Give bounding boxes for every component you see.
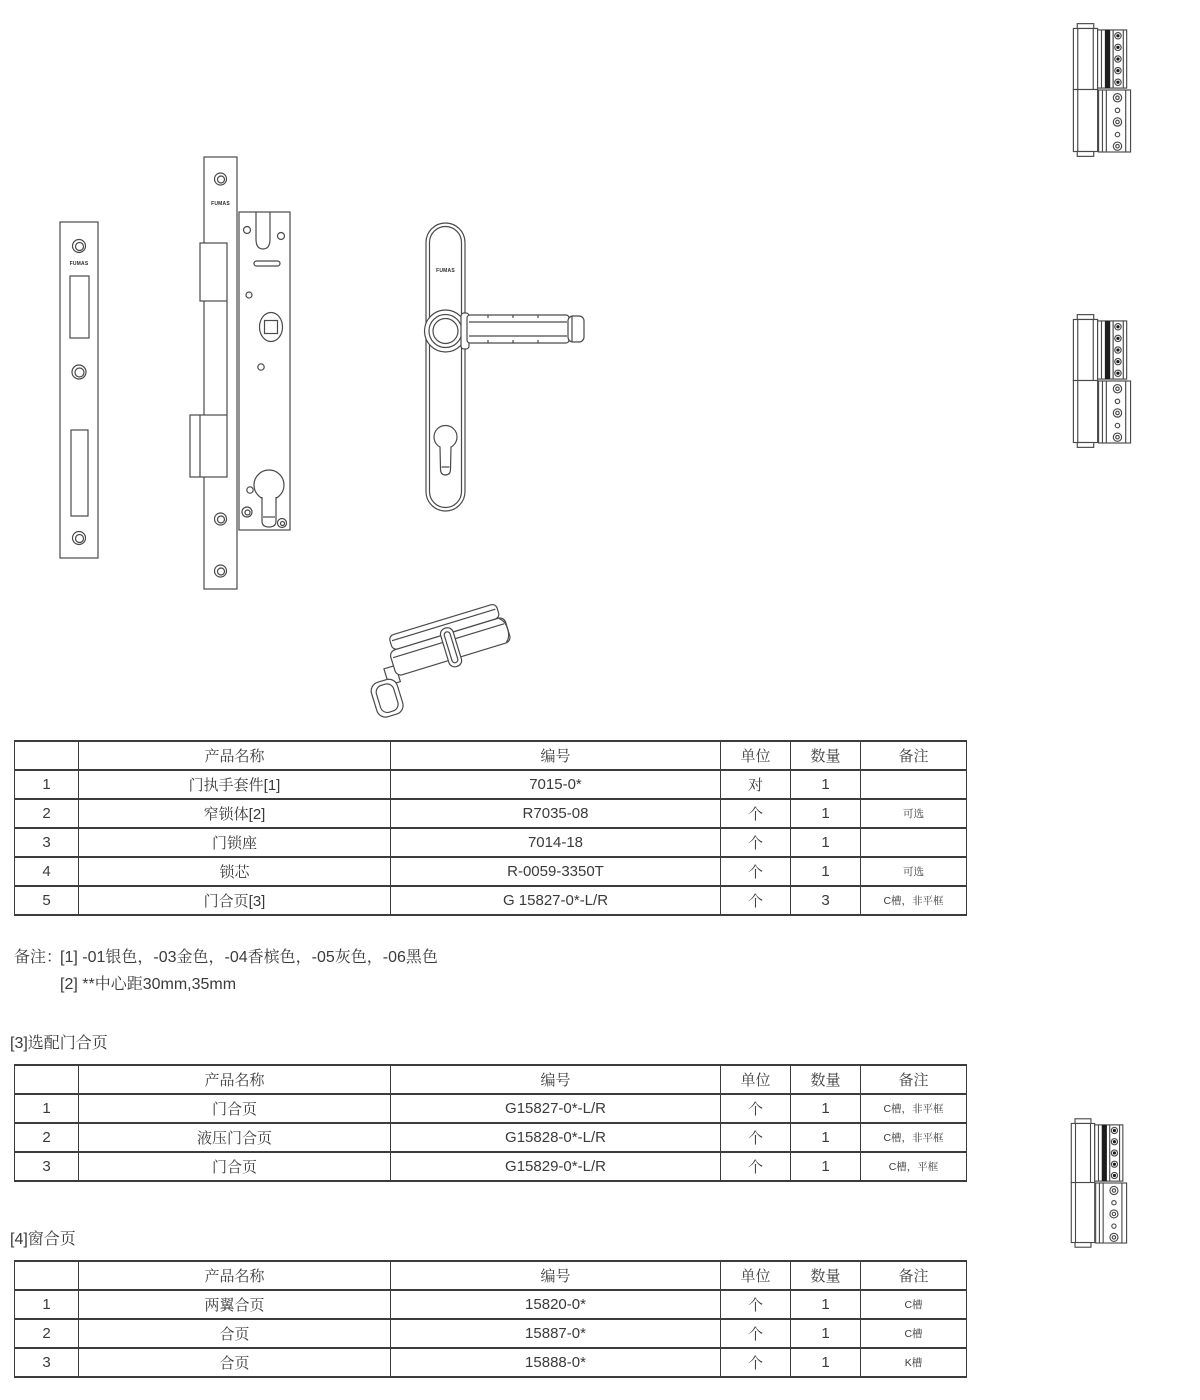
cell: 门合页 [79,1094,391,1123]
cell: 个 [721,1094,791,1123]
cell: R-0059-3350T [391,857,721,886]
table-row [15,1290,967,1319]
note-text-1: [1] -01银色，-03金色，-04香槟色，-05灰色，-06黑色 [60,949,438,966]
table-row [15,1152,967,1181]
cell: 个 [721,828,791,857]
row-number-cell: 3 [15,1152,79,1181]
table-row [15,770,967,799]
handle-set-drawing [420,221,592,513]
column-header: 数量 [791,741,861,770]
cell: C槽，非平框 [861,886,967,915]
lock-body-drawing [188,155,292,591]
cell: K槽 [861,1348,967,1377]
parts-table-door-hinges [14,1064,967,1182]
section-label-optional-door-hinges: [3]选配门合页 [10,1035,108,1052]
notes-block [14,944,438,998]
cell: 1 [791,857,861,886]
door-hinge-drawing [1070,311,1132,451]
row-number-cell: 5 [15,886,79,915]
cell: 窄锁体[2] [79,799,391,828]
cell: 合页 [79,1319,391,1348]
cell: 可选 [861,857,967,886]
cell: 15888-0* [391,1348,721,1377]
note-text-2: [2] **中心距30mm,35mm [60,976,237,993]
cell: 1 [791,828,861,857]
column-header: 数量 [791,1065,861,1094]
column-header: 单位 [721,1261,791,1290]
table-row [15,1094,967,1123]
cell: 个 [721,857,791,886]
column-header: 单位 [721,741,791,770]
brand-logo: FUMAS [436,268,455,274]
row-number-cell: 1 [15,1094,79,1123]
cell: 1 [791,799,861,828]
cell: 个 [721,1123,791,1152]
column-header: 编号 [391,741,721,770]
table-row [15,1123,967,1152]
cell: 1 [791,1094,861,1123]
table-row [15,857,967,886]
cell: 个 [721,1319,791,1348]
window-hinge-drawing [1068,1114,1128,1252]
column-header: 产品名称 [79,1065,391,1094]
cell: 1 [791,1290,861,1319]
cell: 15887-0* [391,1319,721,1348]
column-header: 备注 [861,1261,967,1290]
parts-table-main [14,740,967,916]
row-number-cell: 2 [15,1319,79,1348]
cell: 门合页[3] [79,886,391,915]
table-row [15,1319,967,1348]
note-line [14,971,438,998]
row-number-cell: 2 [15,1123,79,1152]
table-row [15,1348,967,1377]
parts-table-window-hinges [14,1260,967,1378]
cell: G15829-0*-L/R [391,1152,721,1181]
brand-logo: FUMAS [211,201,230,207]
cell: 7014-18 [391,828,721,857]
cell: 两翼合页 [79,1290,391,1319]
cell: 个 [721,1152,791,1181]
cell: 对 [721,770,791,799]
cell: G15828-0*-L/R [391,1123,721,1152]
cylinder-drawing [366,598,526,720]
cell: 个 [721,1348,791,1377]
cell [861,770,967,799]
column-header [15,1065,79,1094]
cell: 1 [791,1152,861,1181]
section-label-window-hinges: [4]窗合页 [10,1231,76,1248]
column-header: 产品名称 [79,1261,391,1290]
strike-plate-drawing [58,220,100,560]
row-number-cell: 3 [15,1348,79,1377]
row-number-cell: 1 [15,1290,79,1319]
cell: 锁芯 [79,857,391,886]
cell: 1 [791,1123,861,1152]
cell: 门执手套件[1] [79,770,391,799]
row-number-cell: 1 [15,770,79,799]
table-header-row [15,741,967,770]
cell: C槽，非平框 [861,1123,967,1152]
column-header: 编号 [391,1065,721,1094]
cell: 15820-0* [391,1290,721,1319]
cell: 液压门合页 [79,1123,391,1152]
table-header-row [15,1065,967,1094]
table-header-row [15,1261,967,1290]
row-number-cell: 2 [15,799,79,828]
cell: 门合页 [79,1152,391,1181]
column-header: 单位 [721,1065,791,1094]
cell: C槽 [861,1319,967,1348]
column-header: 编号 [391,1261,721,1290]
cell: 1 [791,1319,861,1348]
cell: 合页 [79,1348,391,1377]
row-number-cell: 3 [15,828,79,857]
cell: 1 [791,1348,861,1377]
cell: G15827-0*-L/R [391,1094,721,1123]
cell: C槽，平框 [861,1152,967,1181]
cell: 1 [791,770,861,799]
column-header: 备注 [861,741,967,770]
cell [861,828,967,857]
cell: G 15827-0*-L/R [391,886,721,915]
cell: 个 [721,886,791,915]
column-header [15,1261,79,1290]
column-header: 产品名称 [79,741,391,770]
column-header: 数量 [791,1261,861,1290]
cell: 7015-0* [391,770,721,799]
cell: 可选 [861,799,967,828]
cell: C槽 [861,1290,967,1319]
note-line [14,944,438,971]
cell: 门锁座 [79,828,391,857]
column-header [15,741,79,770]
cell: 个 [721,1290,791,1319]
cell: R7035-08 [391,799,721,828]
cell: C槽，非平框 [861,1094,967,1123]
table-row [15,799,967,828]
row-number-cell: 4 [15,857,79,886]
table-row [15,886,967,915]
door-hinge-drawing [1070,20,1132,160]
column-header: 备注 [861,1065,967,1094]
brand-logo: FUMAS [69,261,89,267]
notes-label: 备注： [14,949,63,966]
cell: 个 [721,799,791,828]
cell: 3 [791,886,861,915]
table-row [15,828,967,857]
